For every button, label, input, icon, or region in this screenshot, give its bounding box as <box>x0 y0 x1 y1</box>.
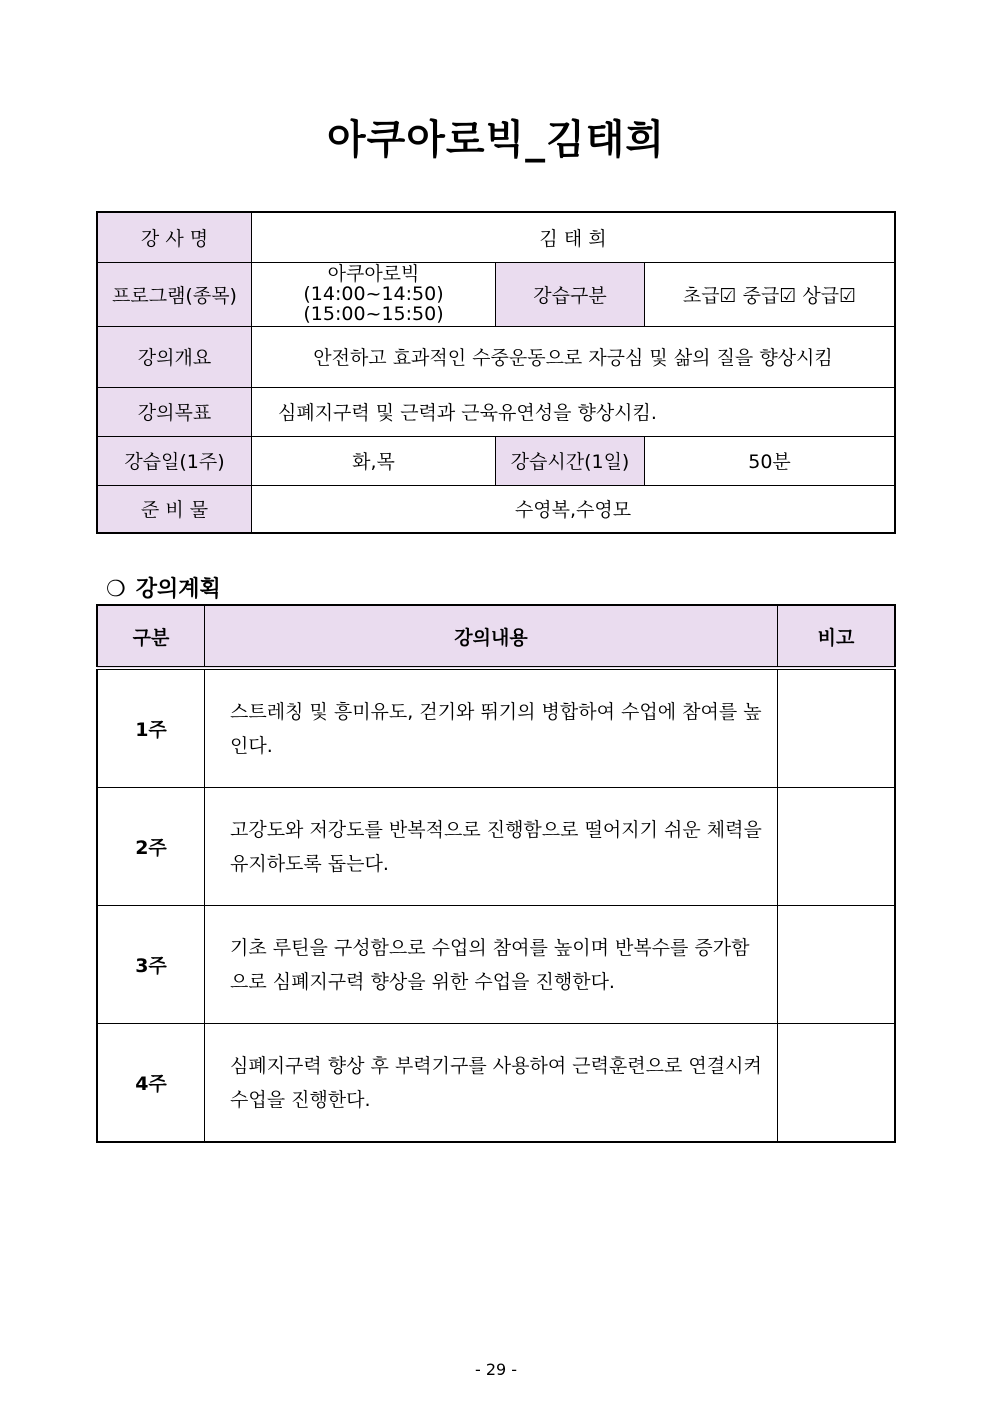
table-row <box>97 1024 895 1143</box>
note-cell <box>778 906 896 1024</box>
lesson-plan-table <box>96 604 896 1143</box>
program-name: 아쿠아로빅 <box>327 263 420 285</box>
goal-label: 강의목표 <box>97 387 252 436</box>
content-cell: 기초 루틴을 구성함으로 수업의 참여를 높이며 반복수를 증가함으로 심폐지구력 향상을 위한 수업을 진행한다. <box>205 906 778 1024</box>
program-time-1: (14:00~14:50) <box>303 283 444 305</box>
week-cell: 1주 <box>97 668 205 788</box>
week-cell: 4주 <box>97 1024 205 1143</box>
table-row <box>97 906 895 1024</box>
week-cell: 2주 <box>97 788 205 906</box>
time-label: 강습시간(1일) <box>496 436 645 485</box>
instructor-value: 김 태 희 <box>252 212 896 262</box>
overview-value: 안전하고 효과적인 수중운동으로 자긍심 및 삶의 질을 향상시킴 <box>252 326 896 387</box>
supplies-value: 수영복,수영모 <box>252 485 896 533</box>
page-number: - 29 - <box>474 1360 518 1379</box>
days-value: 화,목 <box>252 436 496 485</box>
program-label: 프로그램(종목) <box>97 262 252 326</box>
goal-value: 심폐지구력 및 근력과 근육유연성을 향상시킴. <box>252 387 896 436</box>
document-title: 아쿠아로빅_김태희 <box>326 117 666 163</box>
days-label: 강습일(1주) <box>97 436 252 485</box>
course-info-table <box>96 211 896 534</box>
level-value: 초급☑ 중급☑ 상급☑ <box>645 262 896 326</box>
table-row <box>97 788 895 906</box>
note-cell <box>778 668 896 788</box>
time-value: 50분 <box>645 436 896 485</box>
note-cell <box>778 1024 896 1143</box>
supplies-label: 준 비 물 <box>97 485 252 533</box>
instructor-label: 강 사 명 <box>97 212 252 262</box>
header-note: 비고 <box>778 605 896 668</box>
section-heading <box>106 572 221 603</box>
program-value <box>252 262 496 326</box>
program-time-2: (15:00~15:50) <box>303 303 444 325</box>
content-cell: 심폐지구력 향상 후 부력기구를 사용하여 근력훈련으로 연결시켜 수업을 진행한다. <box>205 1024 778 1143</box>
section-title: 강의계획 <box>135 577 221 602</box>
note-cell <box>778 788 896 906</box>
overview-label: 강의개요 <box>97 326 252 387</box>
week-cell: 3주 <box>97 906 205 1024</box>
header-week: 구분 <box>97 605 205 668</box>
circle-bullet-icon: ❍ <box>106 577 126 602</box>
content-cell: 고강도와 저강도를 반복적으로 진행함으로 떨어지기 쉬운 체력을 유지하도록 돕는다. <box>205 788 778 906</box>
content-cell: 스트레칭 및 흥미유도, 걷기와 뛰기의 병합하여 수업에 참여를 높인다. <box>205 668 778 788</box>
level-label: 강습구분 <box>496 262 645 326</box>
table-row <box>97 668 895 788</box>
header-content: 강의내용 <box>205 605 778 668</box>
